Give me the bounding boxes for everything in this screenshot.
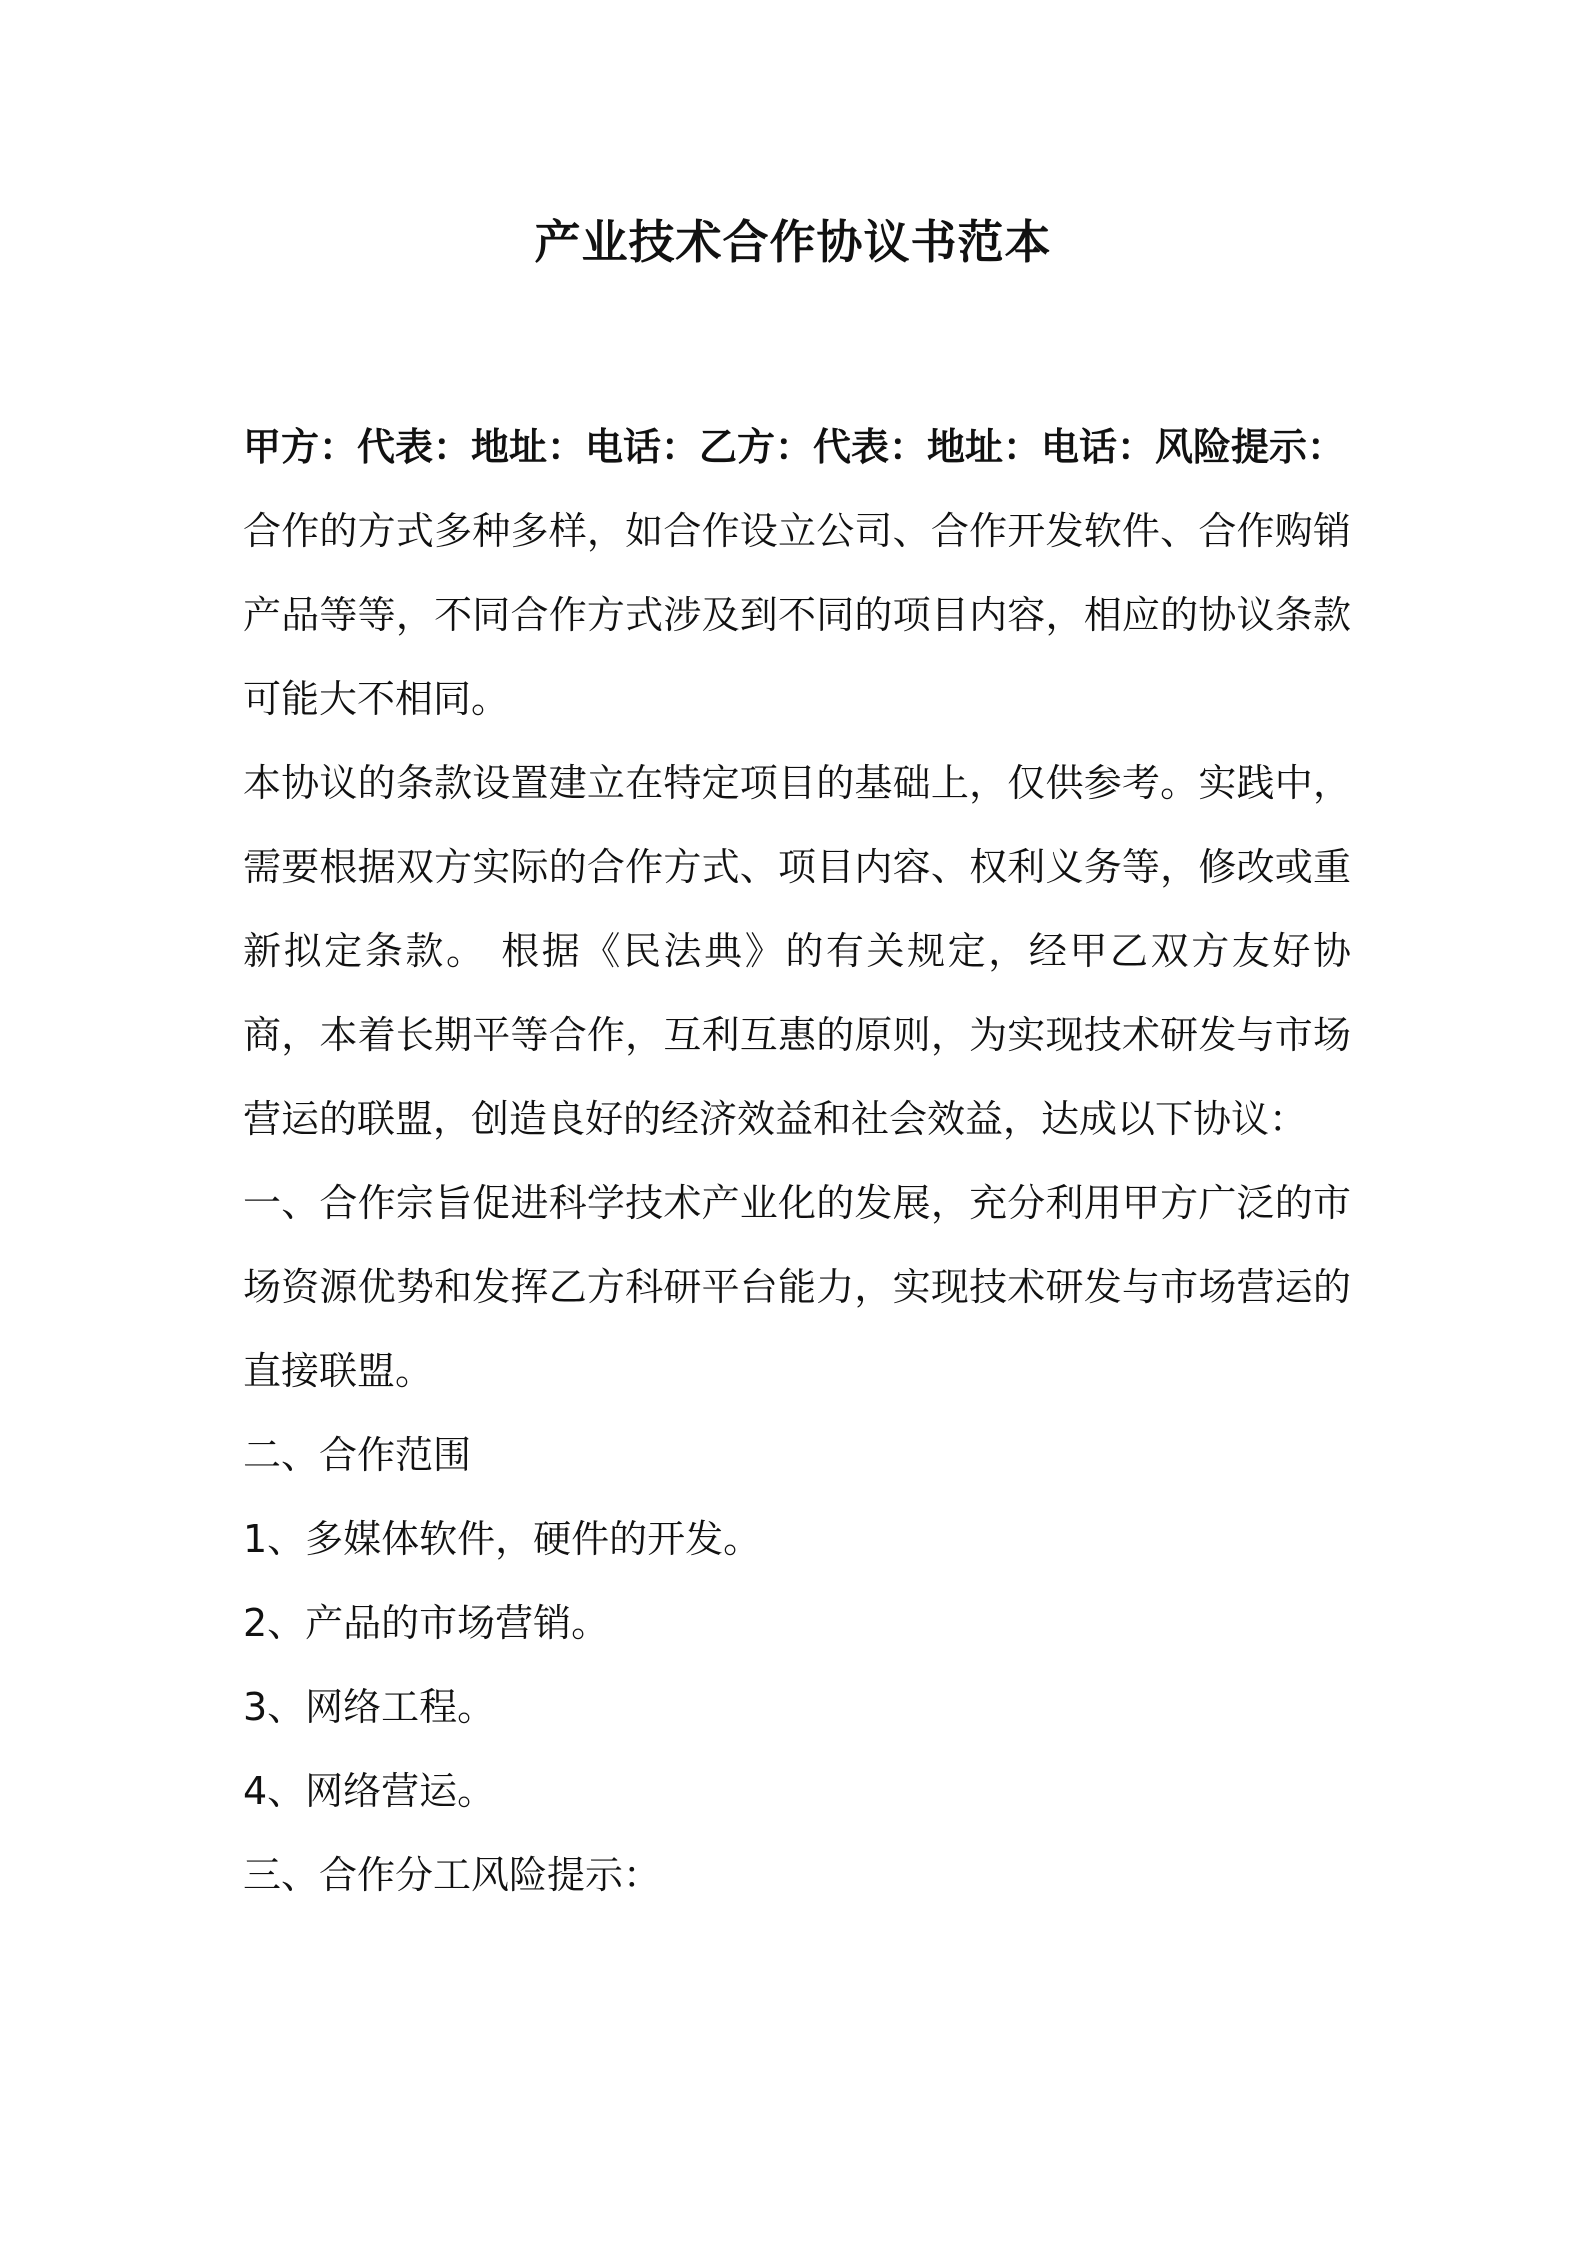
document-title: 产业技术合作协议书范本 bbox=[534, 215, 1052, 269]
paragraph: 本协议的条款设置建立在特定项目的基础上，仅供参考。实践中，需要根据双方实际的合作方式、项目内容、权利义务等，修改或重新拟定条款。 根据《民法典》的有关规定，经甲乙双方友好协商，本着长期平等合作，互利互惠的原则，为实现技术研发与市场营运的联盟，创造良好的经济效益和社会效益，达成以下协议： bbox=[243, 761, 1351, 1141]
list-item: 4、网络营运。 bbox=[243, 1769, 496, 1813]
section-heading: 三、合作分工风险提示： bbox=[243, 1853, 662, 1897]
parties-line: 甲方：代表：地址：电话：乙方：代表：地址：电话：风险提示： bbox=[243, 425, 1346, 469]
section-heading: 二、合作范围 bbox=[243, 1433, 472, 1477]
list-item: 2、产品的市场营销。 bbox=[243, 1601, 610, 1645]
list-item: 1、多媒体软件，硬件的开发。 bbox=[243, 1517, 762, 1561]
paragraph: 一、合作宗旨促进科学技术产业化的发展，充分利用甲方广泛的市场资源优势和发挥乙方科研平台能力，实现技术研发与市场营运的直接联盟。 bbox=[243, 1181, 1351, 1393]
paragraph: 合作的方式多种多样，如合作设立公司、合作开发软件、合作购销产品等等，不同合作方式涉及到不同的项目内容，相应的协议条款可能大不相同。 bbox=[243, 509, 1351, 721]
document-body bbox=[243, 405, 1351, 1917]
list-item: 3、网络工程。 bbox=[243, 1685, 496, 1729]
